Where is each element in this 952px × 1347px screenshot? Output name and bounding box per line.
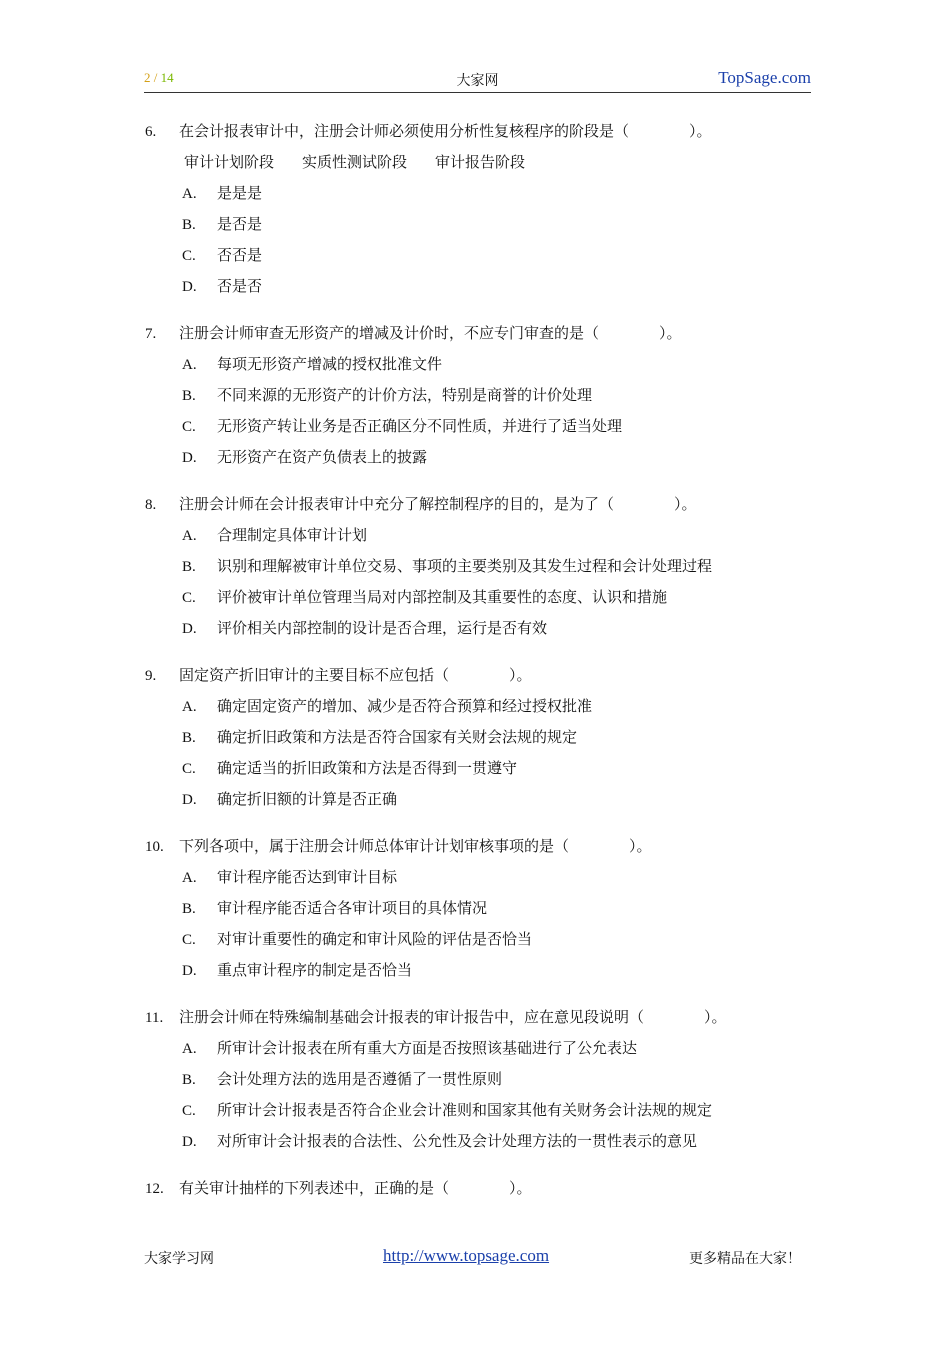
option-text: 无形资产转让业务是否正确区分不同性质，并进行了适当处理 xyxy=(217,417,623,435)
answer-option xyxy=(145,551,825,582)
option-text: 确定折旧额的计算是否正确 xyxy=(217,790,398,808)
option-text: 每项无形资产增减的授权批准文件 xyxy=(217,355,443,373)
site-domain: TopSage.com xyxy=(718,68,811,87)
answer-option xyxy=(145,520,825,551)
question-text: 注册会计师在会计报表审计中充分了解控制程序的目的，是为了（ ）。 xyxy=(179,495,697,513)
option-letter: B. xyxy=(182,217,196,233)
option-text: 不同来源的无形资产的计价方法，特别是商誉的计价处理 xyxy=(217,386,593,404)
answer-option xyxy=(145,955,825,986)
question-number: 8. xyxy=(145,497,157,513)
question-text: 有关审计抽样的下列表述中，正确的是（ ）。 xyxy=(179,1179,532,1197)
option-letter: A. xyxy=(182,1041,197,1057)
option-text: 对所审计会计报表的合法性、公允性及会计处理方法的一贯性表示的意见 xyxy=(217,1132,698,1150)
page-separator: / xyxy=(153,70,158,85)
option-text: 重点审计程序的制定是否恰当 xyxy=(217,961,413,979)
question-text: 注册会计师审查无形资产的增减及计价时，不应专门审查的是（ ）。 xyxy=(179,324,682,342)
questions-list xyxy=(145,116,825,1220)
option-text: 审计程序能否适合各审计项目的具体情况 xyxy=(217,899,488,917)
option-letter: C. xyxy=(182,590,196,606)
question-number: 7. xyxy=(145,326,157,342)
answer-option xyxy=(145,893,825,924)
answer-option xyxy=(145,349,825,380)
option-letter: D. xyxy=(182,792,197,808)
option-text: 识别和理解被审计单位交易、事项的主要类别及其发生过程和会计处理过程 xyxy=(217,557,713,575)
option-letter: C. xyxy=(182,761,196,777)
option-letter: D. xyxy=(182,450,197,466)
page-current: 2 xyxy=(144,70,151,85)
question-text: 在会计报表审计中，注册会计师必须使用分析性复核程序的阶段是（ ）。 xyxy=(179,122,712,140)
option-text: 确定折旧政策和方法是否符合国家有关财会法规的规定 xyxy=(217,728,578,746)
question-item xyxy=(145,489,825,644)
question-text: 注册会计师在特殊编制基础会计报表的审计报告中，应在意见段说明（ ）。 xyxy=(179,1008,727,1026)
option-letter: B. xyxy=(182,730,196,746)
question-number: 12. xyxy=(145,1181,164,1197)
question-stem xyxy=(145,318,825,349)
option-text: 会计处理方法的选用是否遵循了一贯性原则 xyxy=(217,1070,503,1088)
answer-option xyxy=(145,753,825,784)
answer-option xyxy=(145,784,825,815)
answer-option xyxy=(145,1126,825,1157)
question-item xyxy=(145,1002,825,1157)
option-letter: B. xyxy=(182,1072,196,1088)
stage-label: 审计报告阶段 xyxy=(435,153,526,171)
option-text: 无形资产在资产负债表上的披露 xyxy=(217,448,428,466)
question-item xyxy=(145,116,825,302)
footer-link[interactable]: http://www.topsage.com xyxy=(383,1246,550,1265)
option-letter: B. xyxy=(182,901,196,917)
question-number: 11. xyxy=(145,1010,164,1026)
answer-option xyxy=(145,613,825,644)
option-text: 审计程序能否达到审计目标 xyxy=(217,868,398,886)
option-letter: C. xyxy=(182,248,196,264)
answer-option xyxy=(145,722,825,753)
question-stem xyxy=(145,831,825,862)
footer-site-label: 大家学习网 xyxy=(144,1251,214,1267)
answer-option xyxy=(145,411,825,442)
option-letter: A. xyxy=(182,528,197,544)
option-text: 所审计会计报表是否符合企业会计准则和国家其他有关财务会计法规的规定 xyxy=(217,1101,713,1119)
question-subheading xyxy=(145,147,825,178)
question-number: 10. xyxy=(145,839,164,855)
option-text: 评价相关内部控制的设计是否合理，运行是否有效 xyxy=(217,619,548,637)
option-letter: C. xyxy=(182,1103,196,1119)
question-item xyxy=(145,660,825,815)
answer-option xyxy=(145,1064,825,1095)
stage-label: 实质性测试阶段 xyxy=(302,153,408,171)
option-letter: D. xyxy=(182,279,197,295)
answer-option xyxy=(145,240,825,271)
answer-option xyxy=(145,924,825,955)
option-text: 所审计会计报表在所有重大方面是否按照该基础进行了公允表达 xyxy=(217,1039,638,1057)
question-number: 9. xyxy=(145,668,157,684)
option-letter: A. xyxy=(182,186,197,202)
option-letter: C. xyxy=(182,419,196,435)
question-text: 固定资产折旧审计的主要目标不应包括（ ）。 xyxy=(179,666,532,684)
option-letter: A. xyxy=(182,357,197,373)
option-letter: A. xyxy=(182,870,197,886)
question-item xyxy=(145,831,825,986)
option-letter: B. xyxy=(182,559,196,575)
option-text: 否否是 xyxy=(217,246,263,264)
option-letter: D. xyxy=(182,963,197,979)
answer-option xyxy=(145,691,825,722)
option-letter: A. xyxy=(182,699,197,715)
question-item xyxy=(145,1173,825,1204)
answer-option xyxy=(145,380,825,411)
question-number: 6. xyxy=(145,124,157,140)
option-text: 是是是 xyxy=(217,184,263,202)
option-letter: D. xyxy=(182,621,197,637)
site-name: 大家网 xyxy=(456,73,499,89)
answer-option xyxy=(145,582,825,613)
question-stem xyxy=(145,1173,825,1204)
answer-option xyxy=(145,178,825,209)
question-item xyxy=(145,318,825,473)
answer-option xyxy=(145,1095,825,1126)
question-stem xyxy=(145,660,825,691)
answer-option xyxy=(145,1033,825,1064)
option-text: 否是否 xyxy=(217,277,263,295)
answer-option xyxy=(145,442,825,473)
option-letter: D. xyxy=(182,1134,197,1150)
answer-option xyxy=(145,862,825,893)
stage-label: 审计计划阶段 xyxy=(184,153,275,171)
page-footer xyxy=(144,1246,811,1270)
option-text: 确定适当的折旧政策和方法是否得到一贯遵守 xyxy=(217,759,518,777)
question-stem xyxy=(145,116,825,147)
option-letter: C. xyxy=(182,932,196,948)
question-stem xyxy=(145,1002,825,1033)
option-text: 是否是 xyxy=(217,215,263,233)
footer-slogan: 更多精品在大家！ xyxy=(689,1251,801,1267)
option-text: 对审计重要性的确定和审计风险的评估是否恰当 xyxy=(217,930,533,948)
page-total: 14 xyxy=(160,70,174,85)
option-text: 合理制定具体审计计划 xyxy=(217,526,368,544)
option-text: 确定固定资产的增加、减少是否符合预算和经过授权批准 xyxy=(217,697,593,715)
question-stem xyxy=(145,489,825,520)
answer-option xyxy=(145,209,825,240)
question-text: 下列各项中，属于注册会计师总体审计计划审核事项的是（ ）。 xyxy=(179,837,652,855)
option-letter: B. xyxy=(182,388,196,404)
page-header xyxy=(144,68,811,93)
option-text: 评价被审计单位管理当局对内部控制及其重要性的态度、认识和措施 xyxy=(217,588,668,606)
answer-option xyxy=(145,271,825,302)
